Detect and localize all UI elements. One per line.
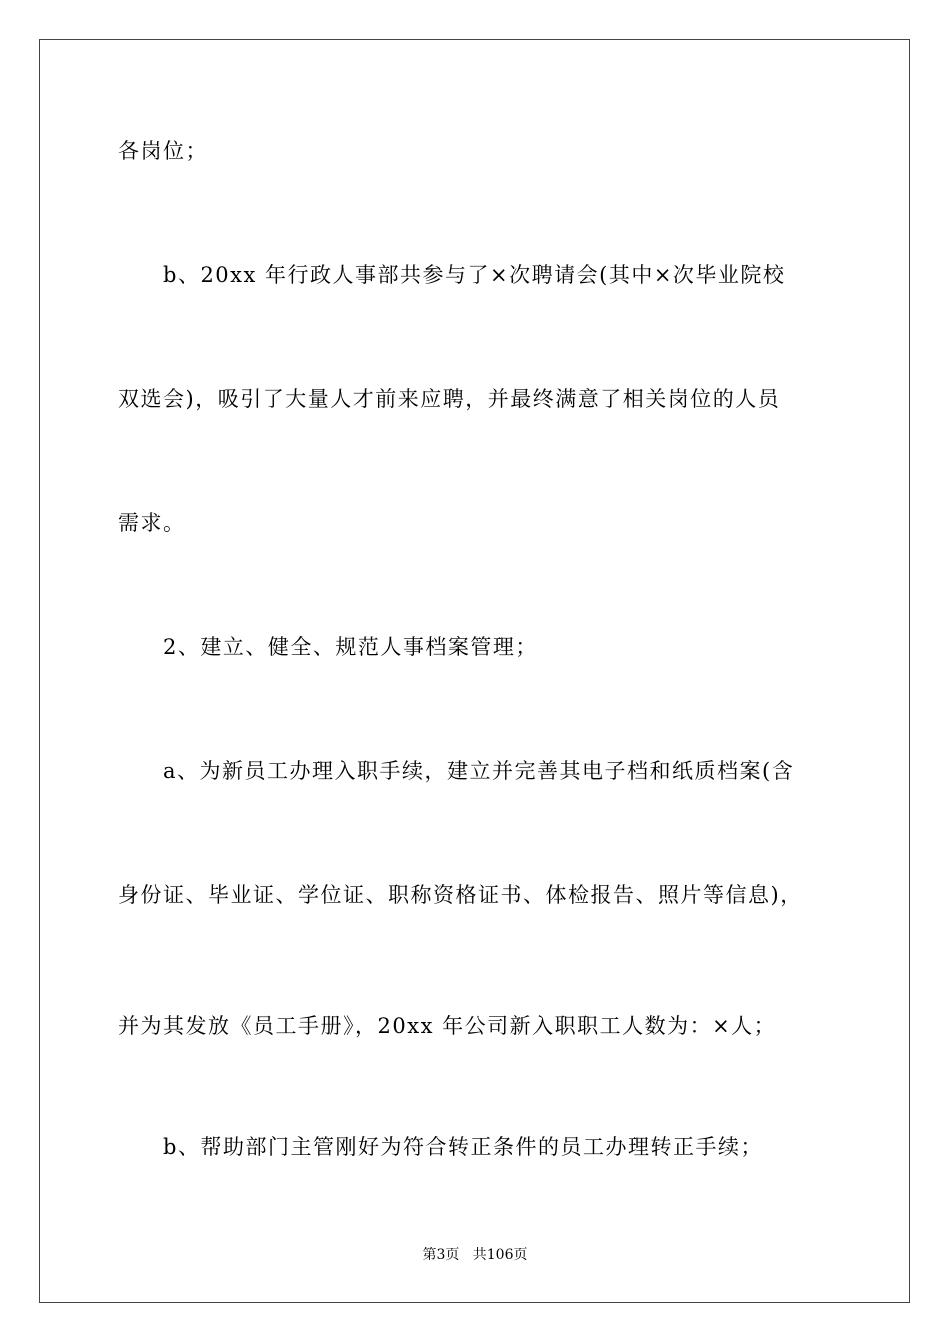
page-border: [39, 39, 910, 1303]
text-line-8: 并为其发放《员工手册》，20xx 年公司新入职职工人数为：×人；: [118, 1014, 777, 1038]
text-line-5: 2、建立、健全、规范人事档案管理；: [163, 635, 538, 659]
text-line-6: a、为新员工办理入职手续，建立并完善其电子档和纸质档案(含: [163, 759, 795, 783]
text-line-4: 需求。: [118, 511, 186, 535]
text-line-2: b、20xx 年行政人事部共参与了×次聘请会(其中×次毕业院校: [163, 263, 786, 287]
text-line-7: 身份证、毕业证、学位证、职称资格证书、体检报告、照片等信息)，: [118, 883, 803, 907]
page-footer: 第3页 共106页: [422, 1247, 528, 1263]
text-line-9: b、帮助部门主管刚好为符合转正条件的员工办理转正手续；: [163, 1135, 763, 1159]
text-line-1: 各岗位；: [118, 139, 208, 163]
text-line-3: 双选会)，吸引了大量人才前来应聘，并最终满意了相关岗位的人员: [118, 387, 781, 411]
